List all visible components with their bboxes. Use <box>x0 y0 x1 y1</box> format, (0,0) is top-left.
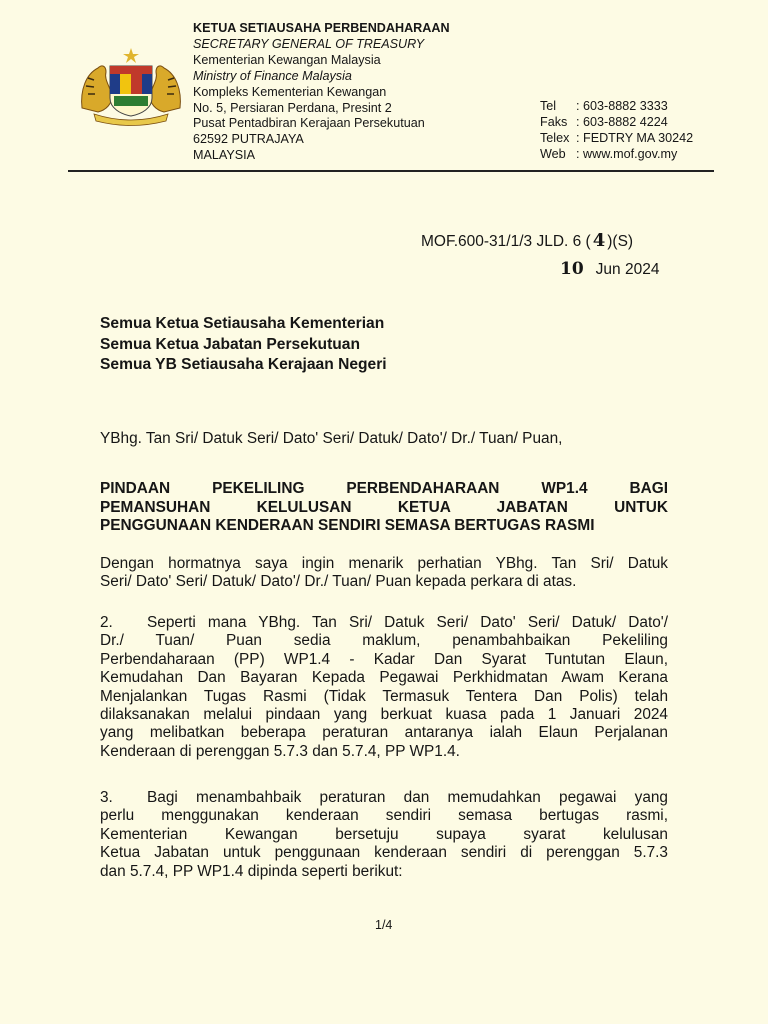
paragraph-2 <box>100 614 668 761</box>
letterhead-divider <box>68 170 714 172</box>
letterhead-contacts <box>540 99 693 163</box>
address-line: Pusat Pentadbiran Kerajaan Persekutuan <box>193 116 425 131</box>
letter-date <box>560 259 659 279</box>
date-day-handwritten: 10 <box>560 259 584 279</box>
paragraph-line: Dr./ Tuan/ Puan sedia maklum, penambahbaikan Pekeliling <box>100 632 668 650</box>
paragraph-line: Perbendaharaan (PP) WP1.4 - Kadar Dan Syarat Tuntutan Elaun, <box>100 650 668 668</box>
paragraph-text: Bagi menambahbaik peraturan dan memudahkan pegawai yang <box>147 789 668 806</box>
paragraph-line: Kementerian Kewangan bersetuju supaya syarat kelulusan <box>100 825 668 843</box>
date-month-year: Jun 2024 <box>595 261 660 278</box>
address-line: 62592 PUTRAJAYA <box>193 132 304 147</box>
paragraph-number: 3. <box>100 789 113 806</box>
addressee-line: Semua YB Setiausaha Kerajaan Negeri <box>100 356 387 373</box>
paragraph-line: Ketua Jabatan untuk penggunaan kenderaan sendiri di perenggan 5.7.3 <box>100 844 668 862</box>
subject-line: PENGGUNAAN KENDERAAN SENDIRI SEMASA BERTUGAS RASMI <box>100 517 595 534</box>
contact-label: Web <box>540 146 566 161</box>
reference-prefix: MOF.600-31/1/3 JLD. 6 ( <box>421 233 591 250</box>
paragraph-line: Menjalankan Tugas Rasmi (Tidak Termasuk Tentera Dan Polis) telah <box>100 687 668 705</box>
paragraph-text: Seperti mana YBhg. Tan Sri/ Datuk Seri/ Dato' Seri/ Datuk/ Dato'/ <box>147 614 668 631</box>
contact-value: : FEDTRY MA 30242 <box>576 130 694 145</box>
page-number: 1/4 <box>375 918 393 932</box>
org-name: KETUA SETIAUSAHA PERBENDAHARAAN <box>193 21 450 35</box>
contact-fax <box>540 115 693 131</box>
ministry-name-english: Ministry of Finance Malaysia <box>193 68 352 83</box>
paragraph-line-first <box>100 789 668 807</box>
org-name-english: SECRETARY GENERAL OF TREASURY <box>193 36 425 51</box>
paragraph-line: perlu menggunakan kenderaan sendiri semasa bertugas rasmi, <box>100 807 668 825</box>
paragraph-3 <box>100 789 668 881</box>
paragraph-number: 2. <box>100 614 113 631</box>
paragraph-line: Kemudahan Dan Bayaran Kepada Pegawai Perkhidmatan Awam Kerana <box>100 669 668 687</box>
contact-web <box>540 147 693 163</box>
paragraph-line: dilaksanakan melalui pindaan yang berkuat kuasa pada 1 Januari 2024 <box>100 706 668 724</box>
subject-line: PINDAAN PEKELILING PERBENDAHARAAN WP1.4 BAGI <box>100 480 668 497</box>
paragraph-line: Dengan hormatnya saya ingin menarik perhatian YBhg. Tan Sri/ Datuk <box>100 555 668 572</box>
contact-value: : 603-8882 4224 <box>576 114 668 129</box>
letter-subject <box>100 480 668 536</box>
coat-of-arms-icon <box>76 46 186 126</box>
contact-label: Faks <box>540 114 568 129</box>
addressee-line: Semua Ketua Setiausaha Kementerian <box>100 315 385 332</box>
paragraph-line-first <box>100 614 668 632</box>
paragraph-line: Seri/ Dato' Seri/ Datuk/ Dato'/ Dr./ Tuan/ Puan kepada perkara di atas. <box>100 573 577 591</box>
paragraph-line: yang melibatkan beberapa peraturan antaranya ialah Elaun Perjalanan <box>100 724 668 742</box>
addressee-block <box>100 314 387 376</box>
ministry-name: Kementerian Kewangan Malaysia <box>193 52 381 67</box>
reference-number <box>421 230 633 251</box>
address-line: No. 5, Persiaran Perdana, Presint 2 <box>193 100 392 115</box>
address-line: Kompleks Kementerian Kewangan <box>193 84 387 99</box>
salutation: YBhg. Tan Sri/ Datuk Seri/ Dato' Seri/ Datuk/ Dato'/ Dr./ Tuan/ Puan, <box>100 430 563 447</box>
contact-telex <box>540 131 693 147</box>
contact-value: : www.mof.gov.my <box>576 146 678 161</box>
letterhead-address <box>193 21 450 164</box>
paragraph-1 <box>100 555 668 592</box>
addressee-line: Semua Ketua Jabatan Persekutuan <box>100 335 360 353</box>
paragraph-line: dan 5.7.4, PP WP1.4 dipinda seperti berikut: <box>100 862 403 880</box>
address-line: MALAYSIA <box>193 148 256 163</box>
reference-handwritten: 4 <box>592 230 606 251</box>
contact-value: : 603-8882 3333 <box>576 99 668 113</box>
reference-suffix: )(S) <box>607 233 634 250</box>
contact-tel <box>540 99 693 115</box>
subject-line: PEMANSUHAN KELULUSAN KETUA JABATAN UNTUK <box>100 498 668 516</box>
contact-label: Telex <box>540 130 570 145</box>
contact-label: Tel <box>540 99 557 113</box>
paragraph-line: Kenderaan di perenggan 5.7.3 dan 5.7.4, PP WP1.4. <box>100 742 460 760</box>
